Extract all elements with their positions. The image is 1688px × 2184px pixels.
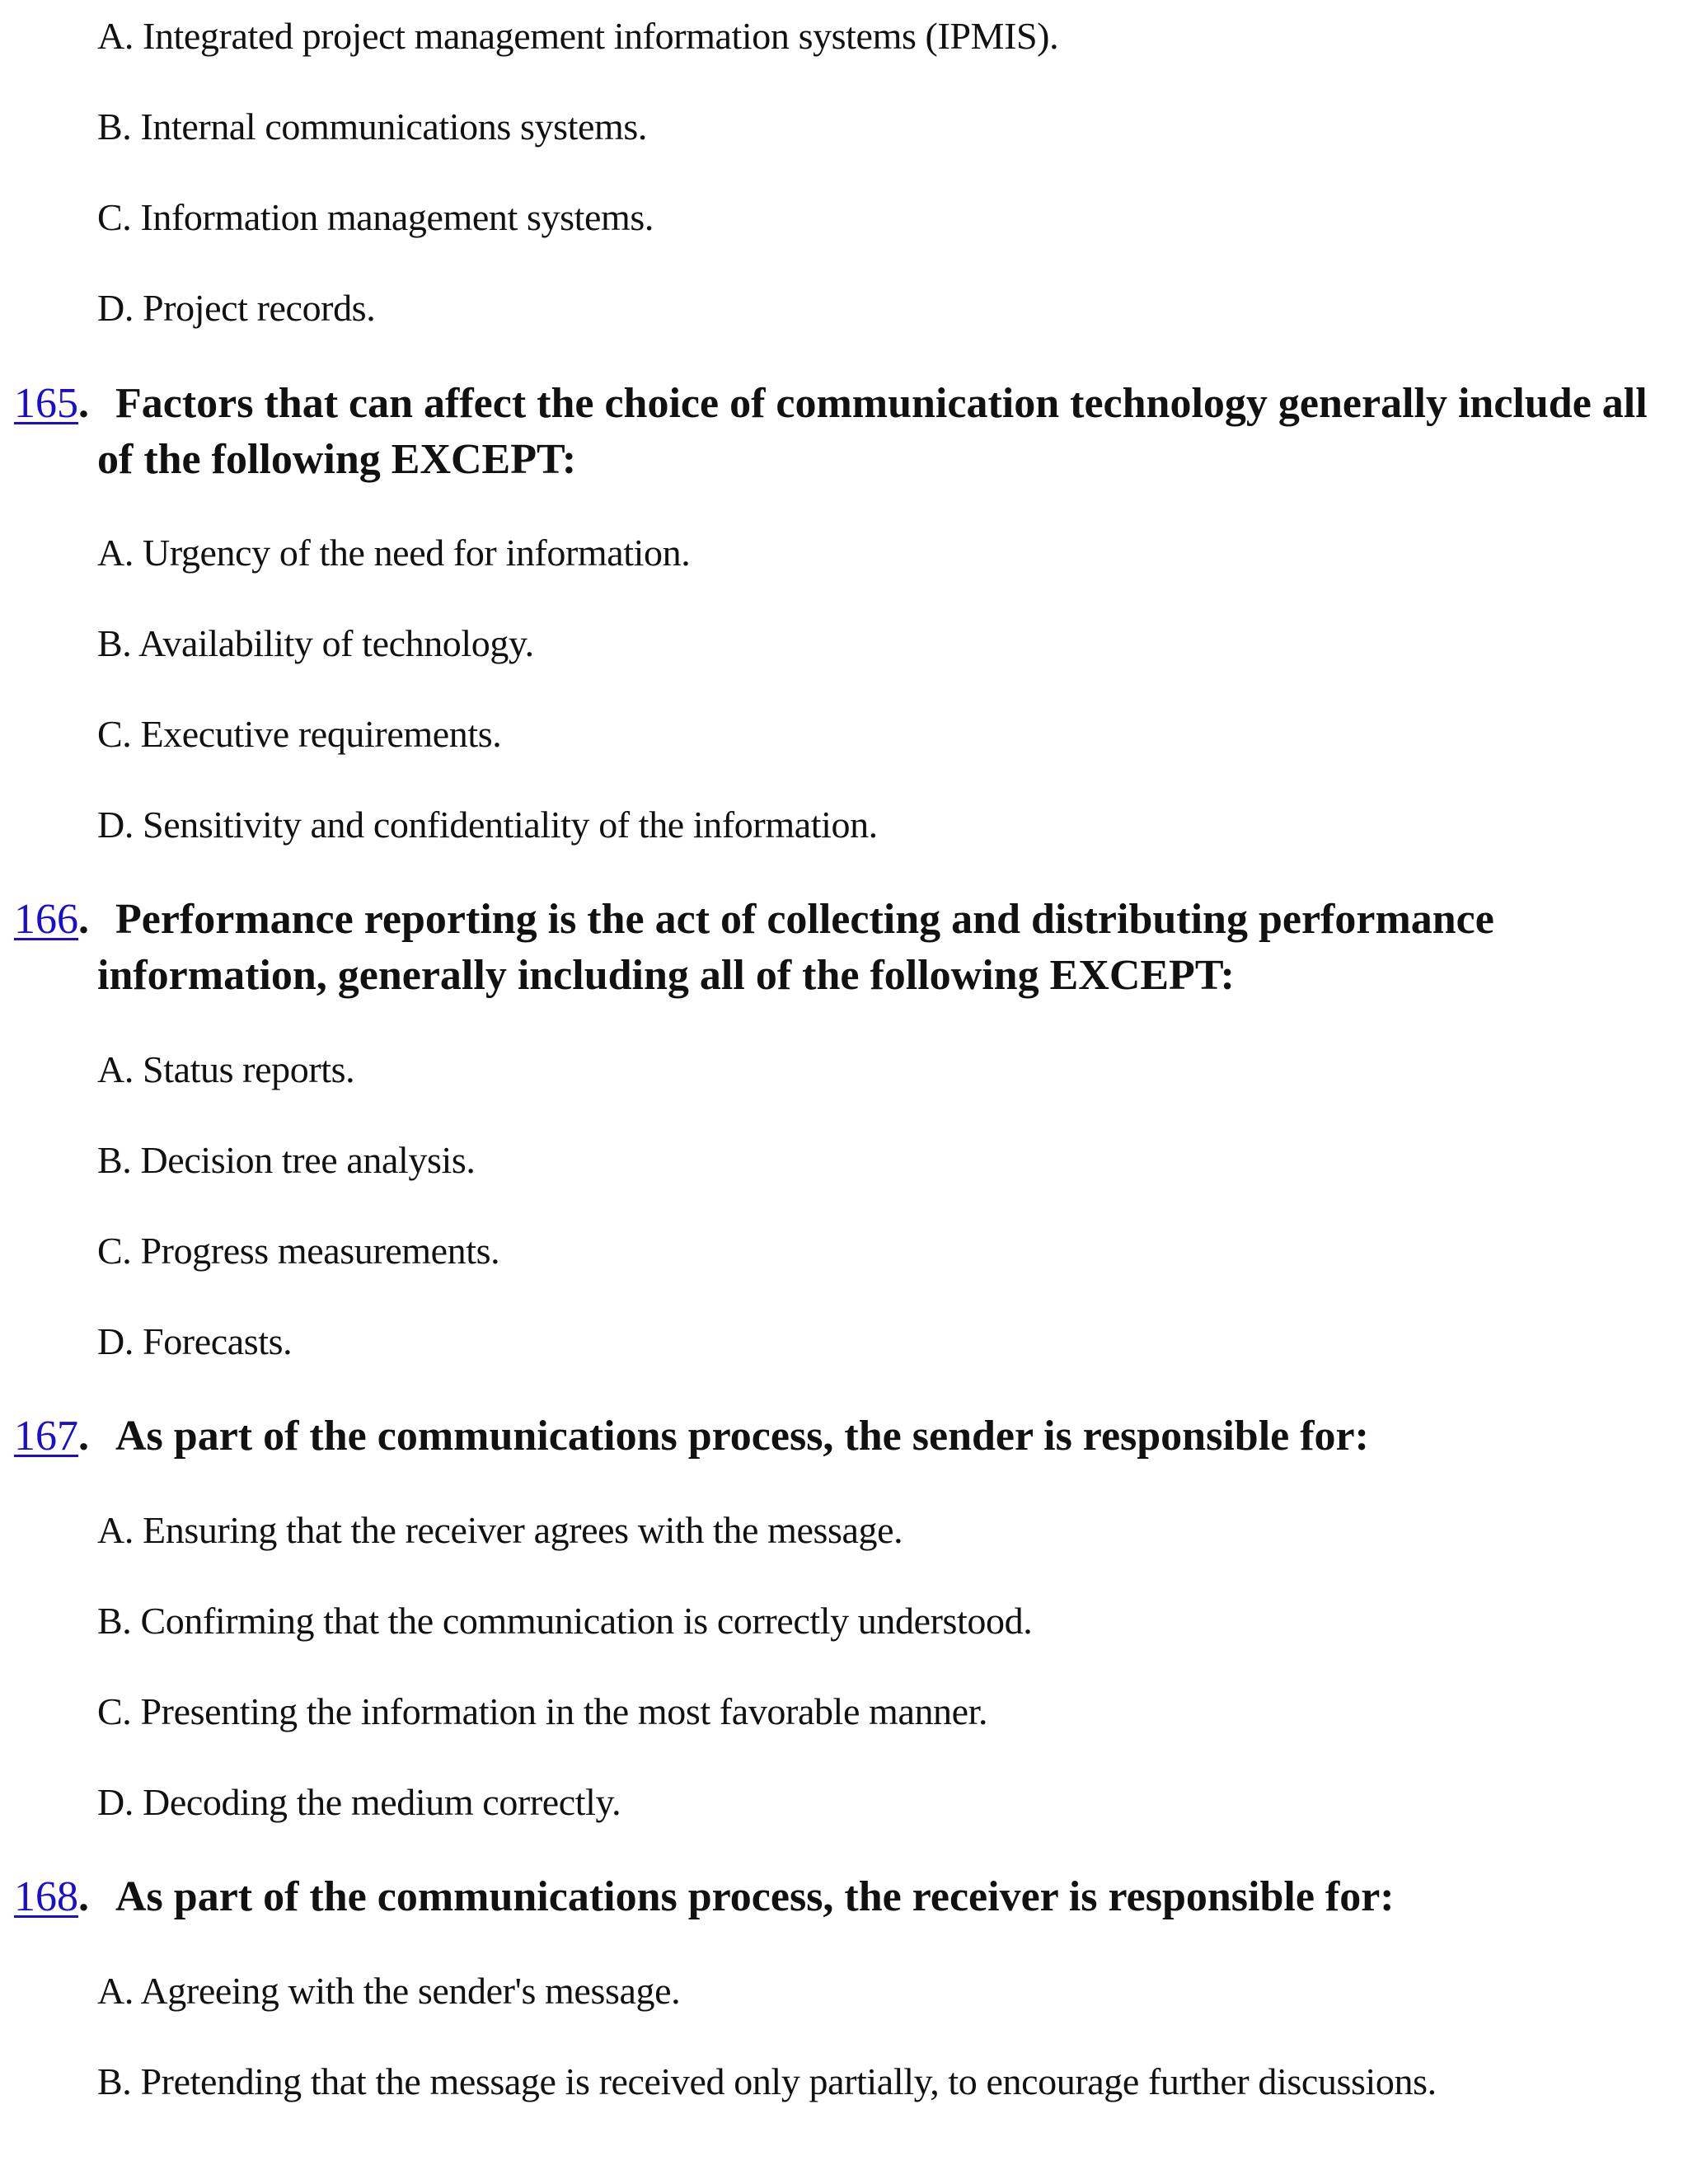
option-b: B. Internal communications systems.: [97, 105, 647, 148]
question-number-link[interactable]: 166: [14, 896, 78, 943]
option-d: D. Decoding the medium correctly.: [97, 1781, 621, 1823]
option-c: C. Presenting the information in the most favorable manner.: [97, 1690, 988, 1732]
question-165: [0, 376, 1673, 488]
option-d: D. Project records.: [97, 287, 376, 329]
option-b: B. Pretending that the message is received only partially, to encourage further discussions.: [97, 2060, 1437, 2102]
question-separator: .: [78, 380, 89, 427]
option-c: C. Progress measurements.: [97, 1230, 500, 1272]
question-number-link[interactable]: 168: [14, 1873, 78, 1920]
question-text: Factors that can affect the choice of communication technology generally include all of the following EXCEPT:: [97, 380, 1648, 483]
option-a: A. Status reports.: [97, 1048, 355, 1090]
question-text: Performance reporting is the act of collecting and distributing performance information, generally including all of the following EXCEPT:: [97, 896, 1494, 999]
question-text: As part of the communications process, the receiver is responsible for:: [115, 1873, 1395, 1920]
question-number-link[interactable]: 167: [14, 1413, 78, 1460]
option-a: A. Urgency of the need for information.: [97, 532, 691, 574]
question-separator: .: [78, 1873, 89, 1920]
option-a: A. Integrated project management information systems (IPMIS).: [97, 15, 1059, 57]
question-number-link[interactable]: 165: [14, 380, 78, 427]
option-d: D. Forecasts.: [97, 1320, 293, 1362]
option-a: A. Agreeing with the sender's message.: [97, 1970, 681, 2012]
question-167: [0, 1408, 1673, 1465]
question-168: [0, 1869, 1673, 1925]
option-c: C. Executive requirements.: [97, 713, 502, 755]
option-b: B. Availability of technology.: [97, 622, 534, 664]
option-b: B. Decision tree analysis.: [97, 1139, 476, 1181]
question-text: As part of the communications process, the sender is responsible for:: [115, 1413, 1369, 1460]
option-d: D. Sensitivity and confidentiality of the information.: [97, 804, 878, 846]
option-b: B. Confirming that the communication is correctly understood.: [97, 1600, 1033, 1642]
option-a: A. Ensuring that the receiver agrees with the message.: [97, 1509, 903, 1551]
question-separator: .: [78, 1413, 89, 1460]
question-separator: .: [78, 896, 89, 943]
option-c: C. Information management systems.: [97, 196, 654, 238]
question-166: [0, 892, 1673, 1004]
